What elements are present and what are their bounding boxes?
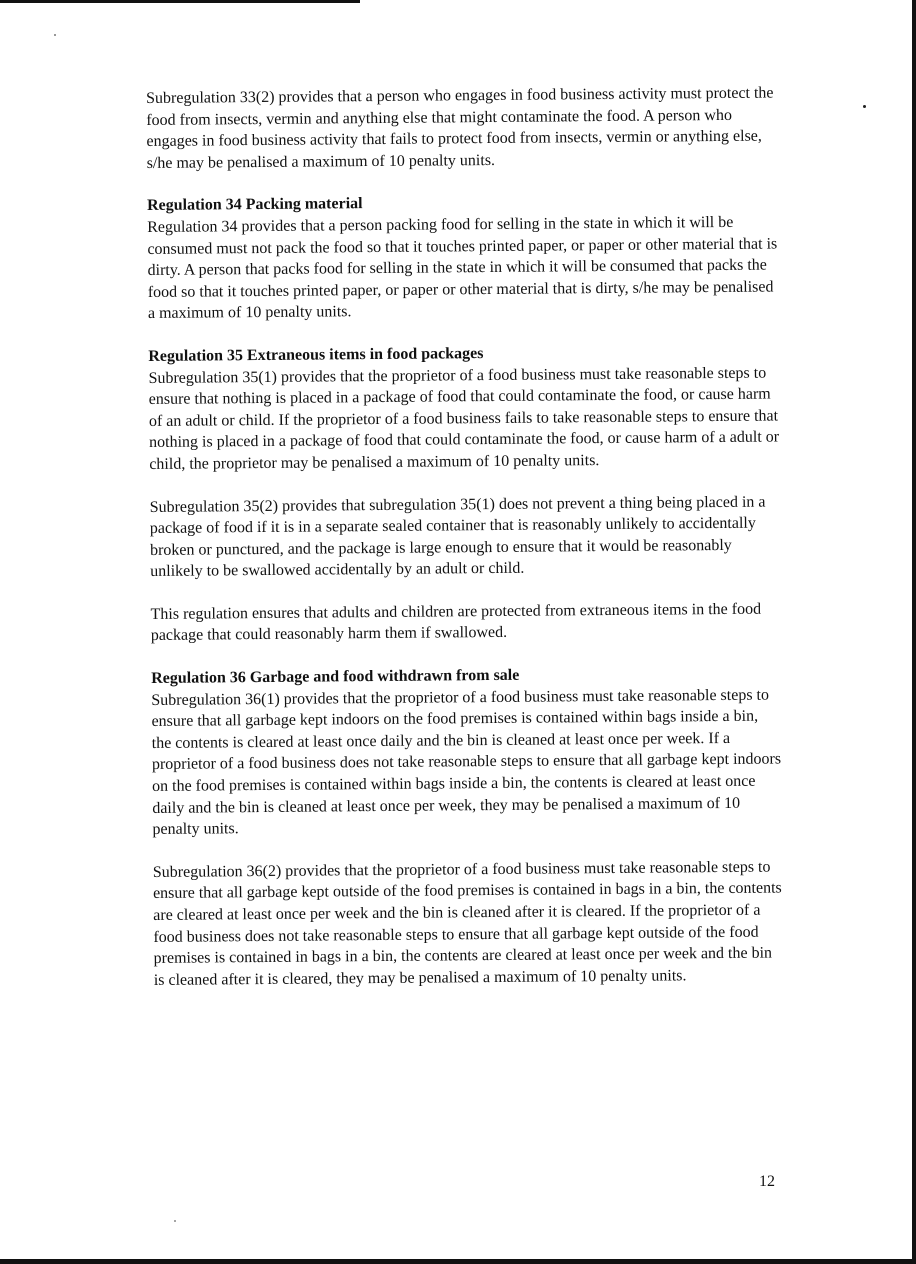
page-number: 12	[759, 1173, 775, 1190]
scan-speck	[863, 105, 866, 108]
scan-speck	[54, 34, 56, 36]
section-paragraph: Subregulation 36(2) provides that the proprietor of a food business must take reasonable steps to ensure that all garbage kept outside of the food premises is contained in bags in a bin, the contents are cleared at least once per week and the bin is cleaned after it is cleared. If the proprietor of a food business does not take reasonable steps to ensure that all garbage kept outside of the food premises is contained in bags in a bin, the contents are cleared at least once per week and the bin is cleaned after it is cleared, they may be penalised a maximum of 10 penalty units.	[152, 858, 782, 989]
section-heading: Regulation 34 Packing material	[146, 195, 363, 215]
scan-speck	[174, 1220, 176, 1222]
section-paragraph: This regulation ensures that adults and children are protected from extraneous items in the food package that could reasonably harm them if swallowed.	[150, 600, 762, 645]
section-regulation-36	[151, 663, 784, 992]
section-paragraph: Subregulation 36(1) provides that the proprietor of a food business must take reasonable steps to ensure that all garbage kept indoors on the food premises is contained within bags inside a bin, the contents is cleared at least once daily and the bin is cleaned at least once per week. If a proprietor of a food business does not take reasonable steps to ensure that all garbage kept indoors on the food premises is contained within bags inside a bin, the contents is cleared at least once daily and the bin is cleaned at least once per week, they may be penalised a maximum of 10 penalty units.	[151, 686, 782, 839]
scan-edge-top	[0, 0, 360, 3]
section-paragraph: Regulation 34 provides that a person packing food for selling in the state in which it will be consumed must not pack the food so that it touches printed paper, or paper or other material that is dirty. A person that packs food for selling in the state in which it will be consumed that packs the food so that it touches printed paper, or paper or other material that is dirty, s/he may be penalised a maximum of 10 penalty units.	[147, 213, 778, 323]
section-paragraph: Subregulation 35(1) provides that the proprietor of a food business must take reasonable steps to ensure that nothing is placed in a package of food that could contaminate the food, or cause harm of an adult or child. If the proprietor of a food business fails to take reasonable steps to ensure that nothing is placed in a package of food that could contaminate the food, or cause harm of a adult or child, the proprietor may be penalised a maximum of 10 penalty units.	[148, 364, 780, 473]
document-body	[146, 83, 784, 1013]
section-heading: Regulation 36 Garbage and food withdrawn from sale	[151, 666, 520, 688]
section-heading: Regulation 35 Extraneous items in food packages	[148, 345, 484, 365]
section-regulation-35	[148, 340, 781, 647]
intro-paragraph: Subregulation 33(2) provides that a person who engages in food business activity must protect the food from insects, vermin and anything else that might contaminate the food. A person who engages in food business activity that fails to protect food from insects, vermin or anything else, s/he may be penalised a maximum of 10 penalty units.	[146, 84, 774, 172]
section-regulation-34	[147, 190, 778, 325]
scan-edge-bottom	[0, 1259, 916, 1264]
scan-edge-right	[912, 0, 916, 1264]
section-paragraph: Subregulation 35(2) provides that subregulation 35(1) does not prevent a thing being placed in a package of food if it is in a separate sealed container that is reasonably unlikely to accidentally broken or punctured, and the package is large enough to ensure that it would be reasonably unlikely to be swallowed accidentally by an adult or child.	[149, 493, 766, 581]
